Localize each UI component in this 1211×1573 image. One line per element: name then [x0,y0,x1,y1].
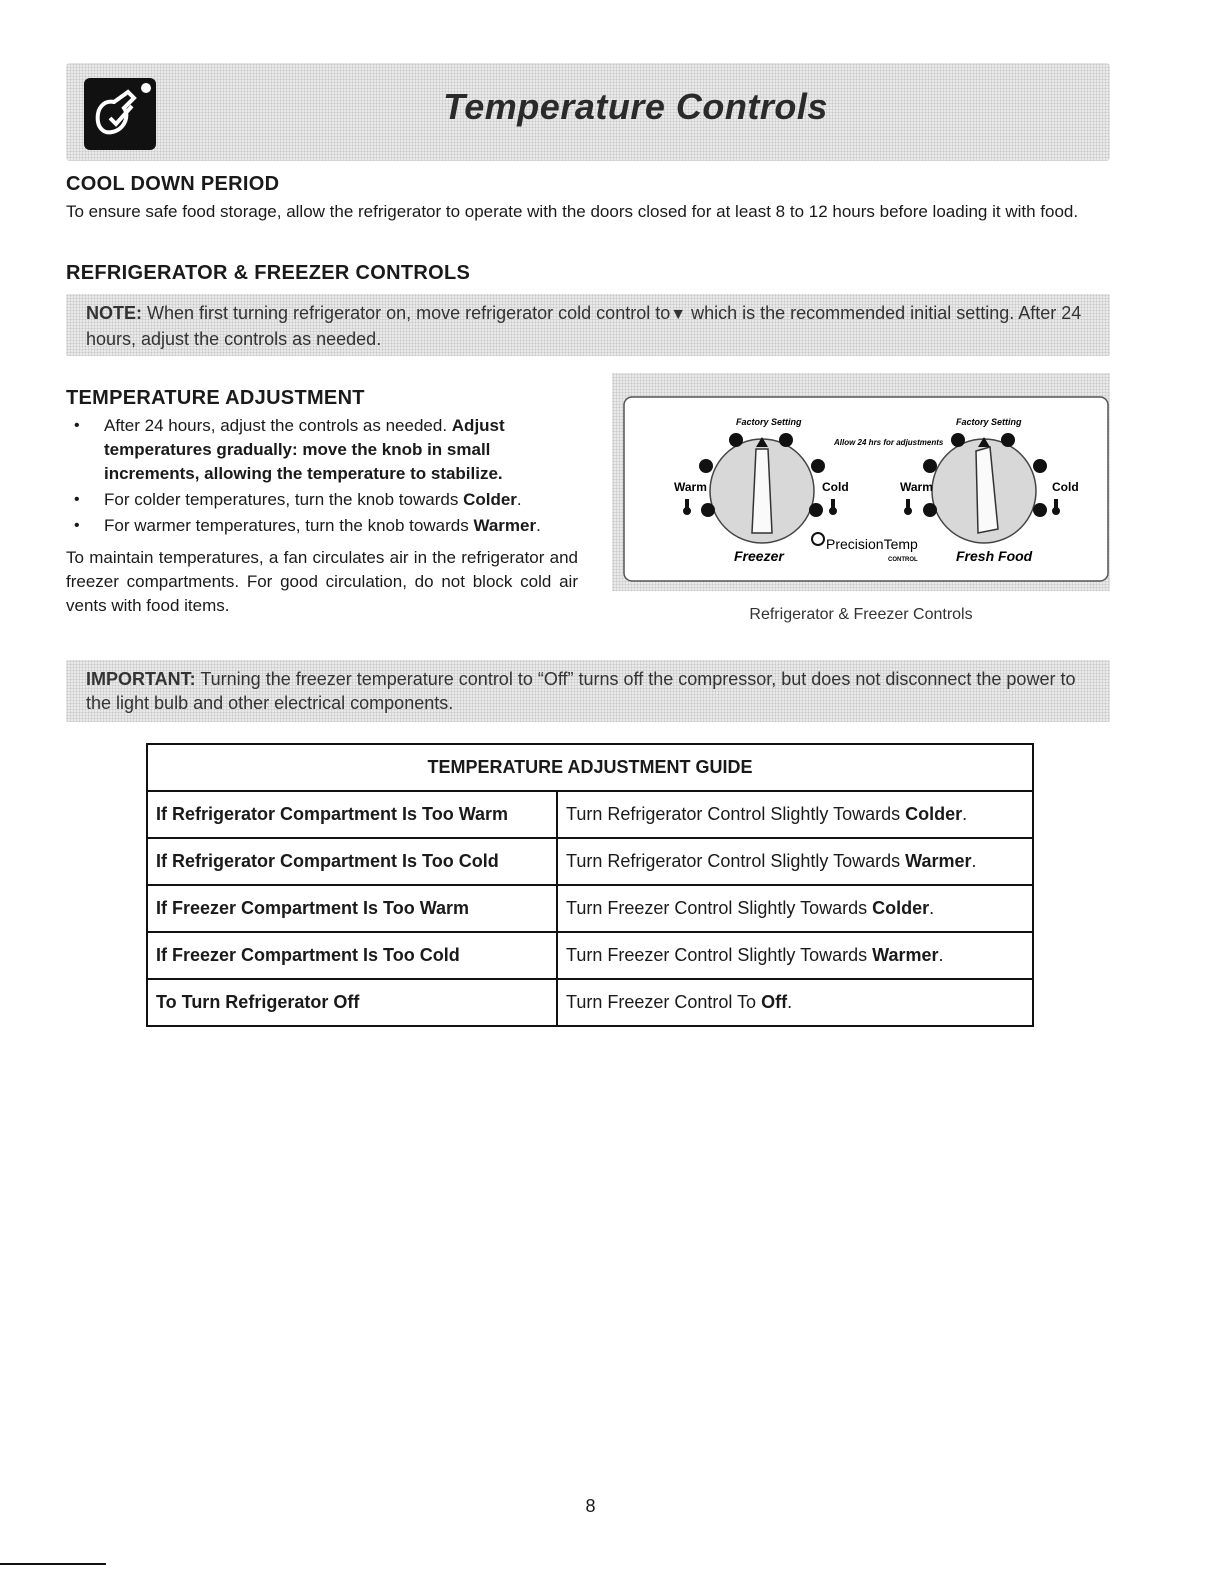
controls-heading: REFRIGERATOR & FREEZER CONTROLS [66,262,471,284]
action-cell [557,932,1033,979]
action-cell [557,885,1033,932]
fan-paragraph: To maintain temperatures, a fan circulates air in the refrigerator and freezer compartments. For good circulation, do not block cold air vents with food items. [66,548,578,615]
bullet-text: For warmer temperatures, turn the knob towards [104,516,474,535]
adjustment-heading: TEMPERATURE ADJUSTMENT [66,387,365,409]
action-tail: . [787,992,793,1012]
cool-down-text: To ensure safe food storage, allow the refrigerator to operate with the doors closed for at least 8 to 12 hours before loading it with food. [66,202,1079,221]
page-number: 8 [585,1496,596,1516]
note-text [86,301,1096,351]
action-text: Turn Freezer Control Slightly Towards [566,898,873,918]
brand-label: PrecisionTemp [826,536,918,552]
freshfood-factory-setting: Factory Setting [956,417,1022,427]
condition-cell: To Turn Refrigerator Off [147,979,557,1026]
table-row [147,838,1033,885]
action-tail: . [938,945,944,965]
bullet-text: For colder temperatures, turn the knob towards [104,490,464,509]
important-body: Turning the freezer temperature control to “Off” turns off the compressor, but does not disconnect the power to the light bulb and other electrical components. [86,669,1076,713]
freshfood-warm-label: Warm [900,480,933,494]
important-text [86,667,1096,715]
adjustment-list [66,414,586,540]
list-item [66,414,586,486]
brand-sub-label: CONTROL [888,557,918,563]
important-label: IMPORTANT: [86,669,196,689]
table-row [147,979,1033,1026]
table-header-row [147,744,1033,791]
bullet-bold: Warmer [473,516,537,535]
note-box [66,294,1110,356]
freezer-warm-label: Warm [674,480,707,494]
action-text: Turn Freezer Control To [566,992,762,1012]
table-row [147,932,1033,979]
list-item [66,514,586,538]
action-text: Turn Refrigerator Control Slightly Towards [566,804,906,824]
fresh-food-label: Fresh Food [956,548,1033,564]
action-tail: . [929,898,935,918]
bullet-bold: Adjust temperatures gradually: move the knob in small increments, allowing the temperature to stabilize. [104,416,505,483]
action-cell [557,838,1033,885]
action-bold: Colder [905,804,963,824]
bullet-tail: . [516,490,522,509]
bullet-text: After 24 hours, adjust the controls as needed. [104,416,452,435]
figure-caption: Refrigerator & Freezer Controls [749,606,973,623]
condition-cell: If Freezer Compartment Is Too Warm [147,885,557,932]
action-cell [557,791,1033,838]
table-title: TEMPERATURE ADJUSTMENT GUIDE [147,744,1033,791]
adjustment-guide-table [146,743,1034,1027]
important-box [66,660,1110,722]
condition-cell: If Refrigerator Compartment Is Too Warm [147,791,557,838]
bullet-bold: Colder [463,490,517,509]
note-text-after: which is the recommended initial setting. After 24 hours, adjust the controls as needed. [86,303,1082,349]
table-row [147,885,1033,932]
cool-down-heading: COOL DOWN PERIOD [66,173,280,195]
down-triangle-icon: ▼ [670,306,687,323]
page-title: Temperature Controls [443,86,828,127]
note-label: NOTE: [86,303,142,323]
action-text: Turn Refrigerator Control Slightly Towards [566,851,906,871]
action-tail: . [971,851,977,871]
allow-text: Allow 24 hrs for adjustments [834,438,944,447]
condition-cell: If Freezer Compartment Is Too Cold [147,932,557,979]
condition-cell: If Refrigerator Compartment Is Too Cold [147,838,557,885]
freshfood-cold-label: Cold [1052,480,1079,494]
action-bold: Warmer [905,851,972,871]
action-bold: Warmer [872,945,939,965]
list-item [66,488,586,512]
bullet-tail: . [536,516,541,535]
action-tail: . [962,804,968,824]
action-bold: Colder [872,898,930,918]
freezer-factory-setting: Factory Setting [736,417,802,427]
table-row [147,791,1033,838]
note-text-before: When first turning refrigerator on, move refrigerator cold control to [142,303,671,323]
controls-panel [612,373,1110,591]
action-bold: Off [761,992,788,1012]
freezer-cold-label: Cold [822,480,849,494]
freezer-label: Freezer [734,548,784,564]
footer-rule [0,1563,106,1565]
action-text: Turn Freezer Control Slightly Towards [566,945,873,965]
action-cell [557,979,1033,1026]
